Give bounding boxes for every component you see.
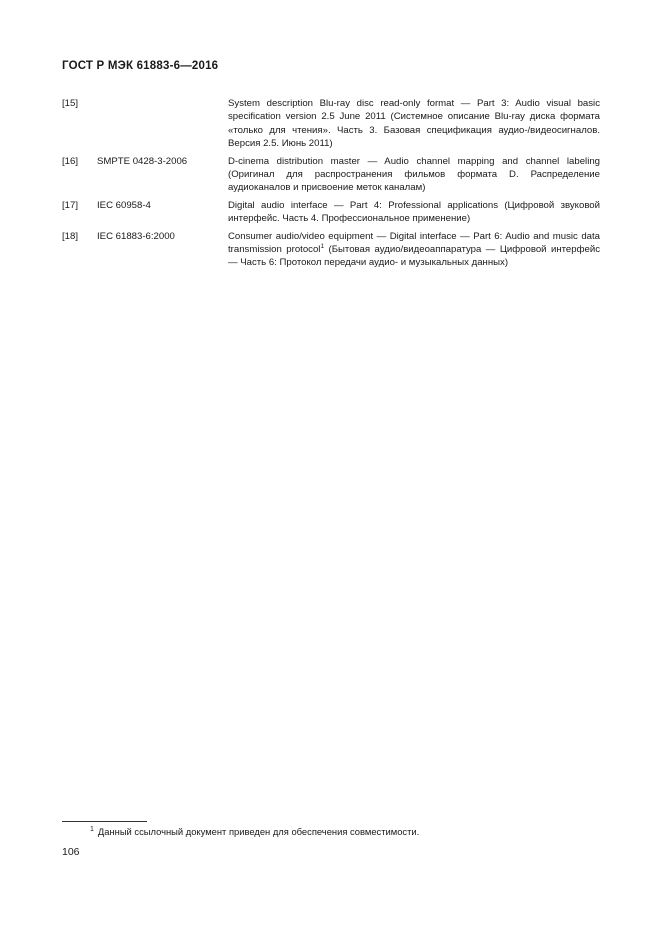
reference-number: [17] [62, 199, 79, 211]
reference-number: [18] [62, 230, 79, 242]
page-number: 106 [62, 846, 80, 858]
reference-title: System description Blu-ray disc read-only format — Part 3: Audio visual basic specification version 2.5 June 2011 (Системное описание Blu-ray диска формата «только для чтения». Часть 3. Базовая спецификация аудио-/видеосигналов. Версия 2.5. Июнь 2011) [228, 98, 600, 150]
footnote-reference-mark[interactable]: 1 [320, 242, 325, 250]
reference-code: SMPTE 0428-3-2006 [97, 155, 188, 167]
reference-item [62, 155, 600, 195]
reference-item [62, 97, 600, 151]
footnote-text: Данный ссылочный документ приведен для обеспечения совместимости. [97, 826, 420, 837]
footnote [90, 826, 419, 838]
footnote-divider [62, 821, 147, 822]
reference-title: Digital audio interface — Part 4: Professional applications (Цифровой звуковой интерфейс. Часть 4. Профессиональное применение) [228, 199, 600, 225]
reference-number: [15] [62, 98, 79, 109]
reference-title [228, 230, 600, 270]
document-header: ГОСТ Р МЭК 61883-6—2016 [62, 60, 219, 72]
reference-list [62, 97, 600, 270]
reference-code: IEC 60958-4 [97, 199, 151, 211]
reference-code: IEC 61883-6:2000 [97, 230, 175, 242]
reference-item [62, 230, 600, 270]
reference-title-text: Consumer audio/video equipment — Digital interface — Part 6: Audio and music data transmission protocol [228, 230, 600, 256]
reference-number: [16] [62, 155, 79, 167]
footnote-mark: 1 [90, 825, 94, 833]
reference-item [62, 199, 600, 226]
reference-title: D-cinema distribution master — Audio channel mapping and channel labeling (Оригинал для распространения фильмов формата D. Распределение аудиоканалов и присвоение меток каналам) [228, 155, 600, 194]
reference-title-translation: (Бытовая аудио/видеоаппаратура — Цифровой интерфейс — Часть 6: Протокол передачи аудио- и музыкальных данных) [228, 244, 600, 269]
